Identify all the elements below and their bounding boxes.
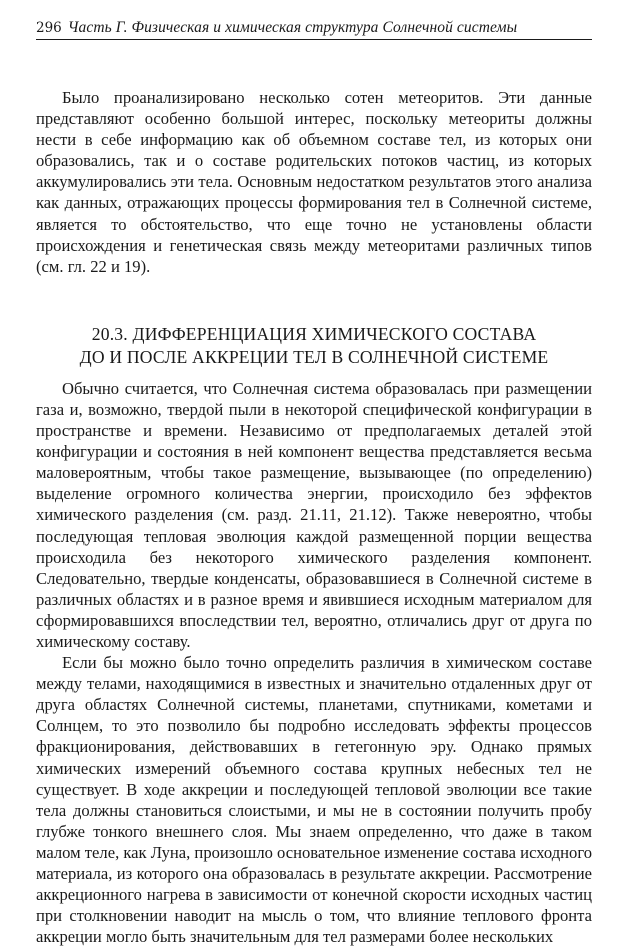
section-paragraph-1: Обычно считается, что Солнечная система образовалась при размещении газа и, возможно, твердой пыли в некоторой специфической конфигурации в пространстве и времени. Независимо от предполагаемых деталей этой конфигурации и состояния в ней компонент вещества представляется весьма маловероятным, чтобы такое размещение, вызывающее (по определению) выделение огромного количества энергии, происходило без эффектов химического разделения (см. разд. 21.11, 21.12). Также невероятно, чтобы последующая тепловая эволюция каждой размещенной порции вещества происходила без некоторого химического разделения компонент. Следовательно, твердые конденсаты, образовавшиеся в Солнечной системе в различных областях и в разное время и явившиеся исходным материалом для сформировавшихся впоследствии тел, вероятно, отличались друг от друга по химическому составу.	[36, 378, 592, 651]
page-number: 296	[36, 20, 62, 36]
section-heading	[36, 323, 592, 369]
running-head-title: Часть Г. Физическая и химическая структура Солнечной системы	[67, 19, 518, 36]
section-heading-line-1: 20.3. ДИФФЕРЕНЦИАЦИЯ ХИМИЧЕСКОГО СОСТАВА	[91, 323, 537, 344]
intro-paragraph: Было проанализировано несколько сотен метеоритов. Эти данные представляют особенно большой интерес, поскольку метеориты должны нести в себе информацию как об объемном составе тел, из которых они образовались, так и о составе родительских потоков частиц, из которых аккумулировались эти тела. Основным недостатком результатов этого анализа как данных, отражающих процессы формирования тел в Солнечной системе, является то обстоятельство, что еще точно не установлены области происхождения и генетическая связь между метеоритами различных типов (см. гл. 22 и 19).	[36, 88, 592, 276]
running-head	[36, 18, 592, 40]
book-page	[36, 18, 592, 947]
section-paragraph-2: Если бы можно было точно определить различия в химическом составе между телами, находящимися в известных и значительно отдаленных друг от друга областях Солнечной системы, планетами, спутниками, кометами и Солнцем, то это позволило бы подробно исследовать эффекты процессов фракционирования, действовавших в гетегонную эру. Однако прямых химических измерений объемного состава крупных небесных тел не существует. В ходе аккреции и последующей тепловой эволюции все такие тела должны становиться слоистыми, и мы не в состоянии получить пробу глубже тонкого внешнего слоя. Мы знаем определенно, что даже в таком малом теле, как Луна, произошло основательное изменение состава исходного материала, из которого она образовалась в результате аккреции. Рассмотрение аккреционного нагрева в зависимости от конечной скорости исходных частиц при столкновении наводит на мысль о том, что влияние теплового фронта аккреции могло быть значительным для тел размерами более нескольких	[36, 653, 593, 947]
section-heading-line-2: ДО И ПОСЛЕ АККРЕЦИИ ТЕЛ В СОЛНЕЧНОЙ СИСТЕМЕ	[79, 346, 549, 367]
